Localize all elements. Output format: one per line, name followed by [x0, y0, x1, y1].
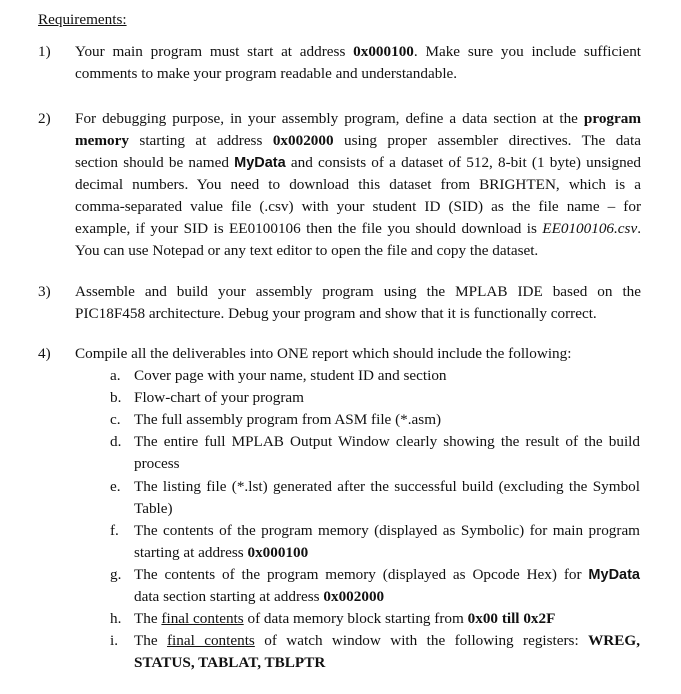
item-1-text	[75, 41, 641, 85]
item-2-line-2: memory starting at address 0x002000 using proper assembler directives. The data	[75, 132, 641, 149]
item-2-text	[75, 108, 641, 262]
item-4-text	[75, 343, 641, 365]
data-start-address: 0x002000	[272, 132, 334, 149]
main-start-address: 0x000100	[353, 43, 414, 60]
item-3-line-1: Assemble and build your assembly program using the MPLAB IDE based on the	[75, 283, 641, 300]
item-3-text	[75, 281, 641, 325]
item-2-line-5: comma-separated value file (.csv) with your student ID (SID) as the file name – for	[75, 198, 641, 215]
item-2-number: 2)	[38, 110, 51, 127]
requirements-document: Requirements: 1) Your main program must start at address 0x000100. Make sure you include sufficient comments to make your program readable and understandable. 2) For debugging purpose, in your assembly program, define a data section at the program memory starting at address 0x002000 using proper assembler directives. The data section should be named MyData and consists of a dataset of 512, 8-bit (1 byte) unsigned decimal numbers. You need to download this dataset from BRIGHTEN, which is a comma-separated value file (.csv) with your student ID (SID) as the file name – for example, if your SID is EE0100106 then the file you should download is EE0100106.csv. You can use Notepad or any text editor to open the file and copy the dataset. 3) Assemble and build your assembly program using the MPLAB IDE based on the PIC18F458 architecture. Debug your program and show that it is functionally correct. 4) Compile all the deliverables into ONE report which should include the following: a. Cover page with your name, student ID and section b. Flow-chart of your program c. The full assembly program from ASM file (*.asm) d. The entire full MPLAB Output Window clearly showing the result of the build process e. The listing file (*.lst) generated after the successful build (excluding the Symbol Table) f. The contents of the program memory (displayed as Symbolic) for main program starting at address 0x000100 g. The contents of the program memory (displayed as Opcode Hex) for MyData data section starting at address 0x002000 h. The final contents of data memory block starting from 0x00 till 0x2F i. The final contents of watch window with the following registers: WREG, STATUS, TABLAT, TBLPTR	[0, 0, 681, 694]
item-1-line-1: Your main program must start at address 0x000100. Make sure you include sufficient	[75, 43, 642, 60]
item-2-line-3: section should be named MyData and consists of a dataset of 512, 8-bit (1 byte) unsigned	[75, 154, 641, 171]
item-2-line-1: For debugging purpose, in your assembly program, define a data section at the program	[75, 110, 641, 127]
item-4-line-1: Compile all the deliverables into ONE report which should include the following:	[75, 345, 572, 362]
item-2-line-6: example, if your SID is EE0100106 then the file you should download is EE0100106.csv.	[75, 220, 641, 237]
item-1-line-2: comments to make your program readable and understandable.	[75, 65, 458, 82]
item-2-line-7: You can use Notepad or any text editor to open the file and copy the dataset.	[75, 242, 539, 259]
item-4-number: 4)	[38, 345, 51, 362]
requirements-heading: Requirements:	[38, 11, 127, 28]
item-2-line-4: decimal numbers. You need to download this dataset from BRIGHTEN, which is a	[75, 176, 641, 193]
example-filename: EE0100106.csv	[542, 220, 638, 237]
mydata-label: MyData	[234, 155, 286, 171]
item-3-line-2: PIC18F458 architecture. Debug your program and show that it is functionally correct.	[75, 305, 597, 322]
item-3-number: 3)	[38, 283, 51, 300]
item-1-number: 1)	[38, 43, 51, 60]
watch-registers: STATUS, TABLAT, TBLPTR	[134, 654, 326, 671]
